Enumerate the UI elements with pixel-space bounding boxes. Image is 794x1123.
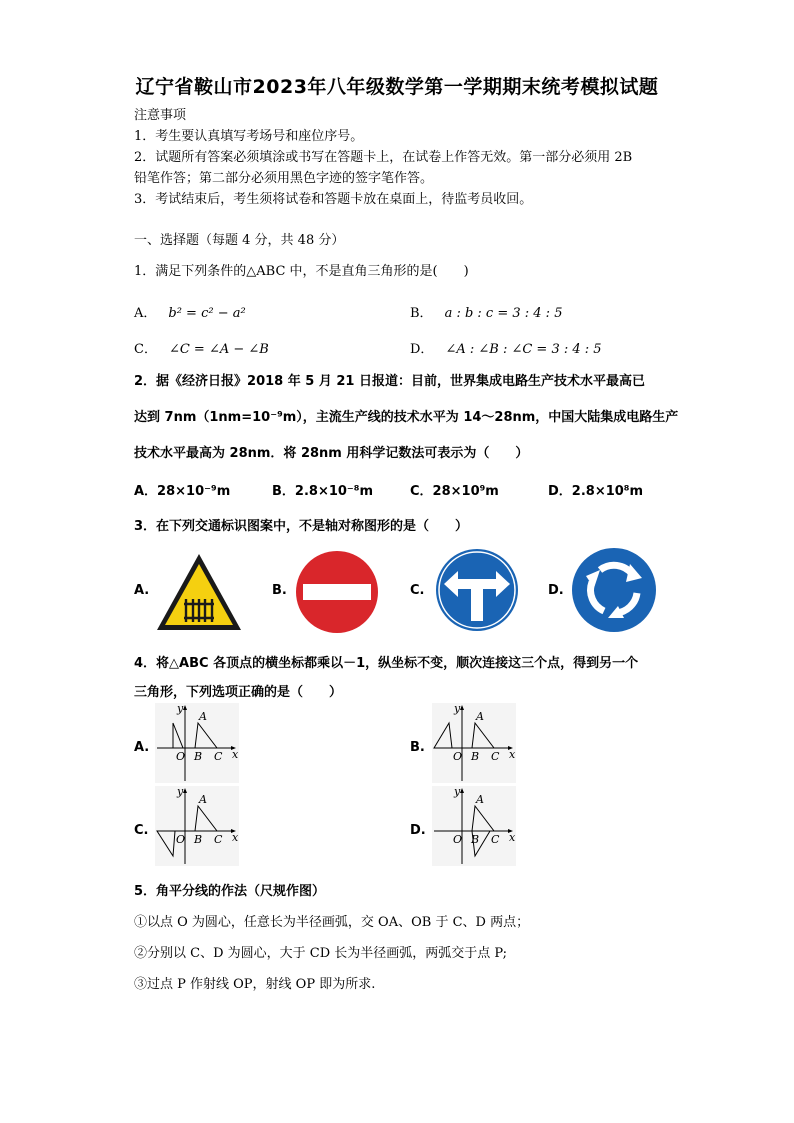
coordinate-graph-c xyxy=(155,786,239,866)
y-axis-label: y xyxy=(177,703,184,715)
y-axis-label: y xyxy=(177,786,184,798)
y-axis-label: y xyxy=(454,703,461,715)
point-a-label: A xyxy=(199,710,207,723)
question-1-stem: 1．满足下列条件的△ABC 中，不是直角三角形的是( ) xyxy=(134,264,469,279)
point-b-label: B xyxy=(194,833,203,846)
y-axis-label: y xyxy=(454,786,461,798)
x-axis-label: x xyxy=(232,748,239,761)
question-4-line: 三角形，下列选项正确的是（ ） xyxy=(134,685,343,700)
x-axis-label: x xyxy=(232,831,239,844)
point-a-label: A xyxy=(199,793,207,806)
railway-crossing-warning-sign-icon xyxy=(155,552,243,632)
turn-left-or-right-sign-icon xyxy=(434,547,520,633)
point-b-label: B xyxy=(471,750,480,763)
point-c-label: C xyxy=(491,833,500,846)
point-b-label: B xyxy=(194,750,203,763)
origin-label: O xyxy=(453,833,463,846)
notice-heading: 注意事项 xyxy=(134,108,187,123)
q4-label-b: B. xyxy=(410,740,425,755)
question-2-line: 2．据《经济日报》2018 年 5 月 21 日报道：目前，世界集成电路生产技术水平最高已 xyxy=(134,374,645,389)
q1-option-c: C． ∠C = ∠A − ∠B xyxy=(134,342,269,357)
q4-label-d: D. xyxy=(410,823,426,838)
q1-option-b: B． a : b : c = 3 : 4 : 5 xyxy=(410,306,563,321)
point-b-label: B xyxy=(471,833,480,846)
coordinate-graph-b xyxy=(432,703,516,783)
coordinate-graph-a xyxy=(155,703,239,783)
q5-step: ②分别以 C、D 为圆心，大于 CD 长为半径画弧，两弧交于点 P; xyxy=(134,946,508,961)
q2-option-b: B．2.8×10⁻⁸m xyxy=(272,484,374,499)
q2-option-d: D．2.8×10⁸m xyxy=(548,484,644,499)
q3-label-c: C. xyxy=(410,583,425,598)
point-a-label: A xyxy=(476,710,484,723)
question-3-stem: 3．在下列交通标识图案中，不是轴对称图形的是（ ） xyxy=(134,519,469,534)
origin-label: O xyxy=(176,750,186,763)
q4-label-a: A. xyxy=(134,740,150,755)
q5-step: ①以点 O 为圆心，任意长为半径画弧，交 OA、OB 于 C、D 两点； xyxy=(134,915,530,930)
origin-label: O xyxy=(176,833,186,846)
point-c-label: C xyxy=(491,750,500,763)
q3-label-d: D. xyxy=(548,583,564,598)
q5-step: ③过点 P 作射线 OP，射线 OP 即为所求. xyxy=(134,977,376,992)
notice-item: 2．试题所有答案必须填涂或书写在答题卡上，在试卷上作答无效。第一部分必须用 2B xyxy=(134,150,633,165)
no-entry-sign-icon xyxy=(294,549,380,635)
point-c-label: C xyxy=(214,833,223,846)
notice-item: 1．考生要认真填写考场号和座位序号。 xyxy=(134,129,364,144)
q1-option-d: D． ∠A : ∠B : ∠C = 3 : 4 : 5 xyxy=(410,342,602,357)
notice-item: 铅笔作答；第二部分必须用黑色字迹的签字笔作答。 xyxy=(134,171,434,186)
point-c-label: C xyxy=(214,750,223,763)
q2-option-c: C．28×10⁹m xyxy=(410,484,499,499)
x-axis-label: x xyxy=(509,748,516,761)
page-title: 辽宁省鞍山市2023年八年级数学第一学期期末统考模拟试题 xyxy=(135,76,659,98)
q4-label-c: C. xyxy=(134,823,149,838)
x-axis-label: x xyxy=(509,831,516,844)
question-2-line: 技术水平最高为 28nm．将 28nm 用科学记数法可表示为（ ） xyxy=(134,446,529,461)
q1-option-a: A． b² = c² − a² xyxy=(134,306,246,321)
roundabout-sign-icon xyxy=(570,546,658,634)
coordinate-graph-d xyxy=(432,786,516,866)
q3-label-b: B. xyxy=(272,583,287,598)
origin-label: O xyxy=(453,750,463,763)
notice-item: 3．考试结束后，考生须将试卷和答题卡放在桌面上，待监考员收回。 xyxy=(134,192,533,207)
question-4-line: 4．将△ABC 各顶点的横坐标都乘以－1，纵坐标不变，顺次连接这三个点，得到另一个 xyxy=(134,656,639,671)
section-heading: 一、选择题（每题 4 分，共 48 分） xyxy=(134,233,345,248)
question-2-line: 达到 7nm（1nm=10⁻⁹m），主流生产线的技术水平为 14～28nm，中国大陆集成电路生产 xyxy=(134,410,679,425)
q2-option-a: A．28×10⁻⁹m xyxy=(134,484,231,499)
question-5-stem: 5．角平分线的作法（尺规作图） xyxy=(134,884,326,899)
point-a-label: A xyxy=(476,793,484,806)
q3-label-a: A. xyxy=(134,583,150,598)
